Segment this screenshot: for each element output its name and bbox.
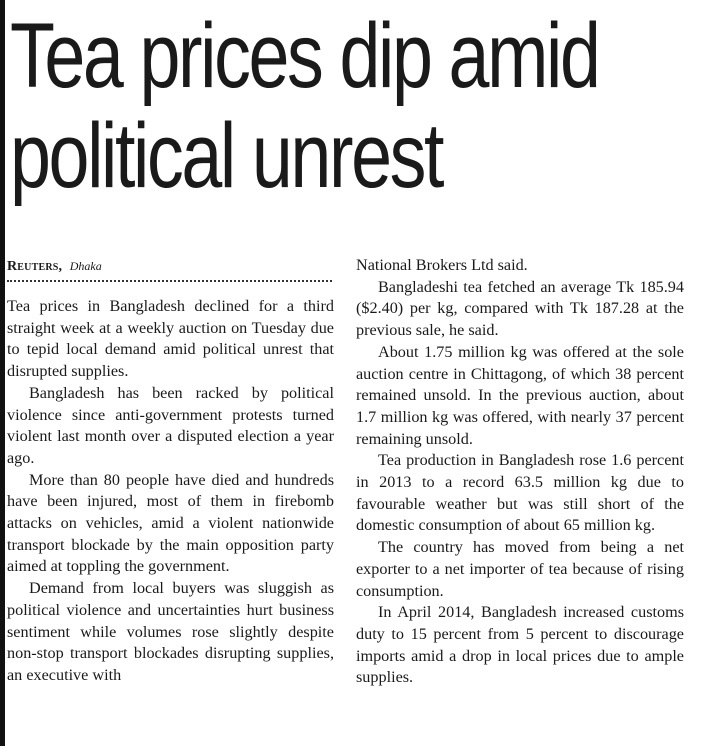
headline-line-2: political unrest <box>10 105 443 207</box>
paragraph-continuation: National Brokers Ltd said. <box>356 256 528 274</box>
paragraph: Tea prices in Bangladesh declined for a third straight week at a weekly auction on Tuesday due to tepid local demand amid political unrest that disrupted supplies. <box>7 297 334 381</box>
byline-dateline: Dhaka <box>69 259 102 273</box>
paragraph: Tea production in Bangladesh rose 1.6 percent in 2013 to a record 63.5 million kg due to favourable weather but was still short of the domestic consumption of about 65 million kg. <box>356 451 684 535</box>
paragraph: Demand from local buyers was sluggish as political violence and uncertainties hurt business sentiment while volumes rose slightly despite non-stop transport blockades disrupting supplies, an executive with <box>7 579 334 684</box>
byline <box>7 256 102 277</box>
page-edge-rule <box>0 0 5 746</box>
byline-agency: Reuters, <box>7 259 63 274</box>
article-column-left <box>7 296 334 687</box>
headline <box>10 5 599 207</box>
paragraph: The country has moved from being a net exporter to a net importer of tea because of rising consumption. <box>356 538 684 600</box>
paragraph: In April 2014, Bangladesh increased customs duty to 15 percent from 5 percent to discourage imports amid a drop in local prices due to ample supplies. <box>356 603 684 687</box>
paragraph: Bangladeshi tea fetched an average Tk 185.94 ($2.40) per kg, compared with Tk 187.28 at the previous sale, he said. <box>356 277 684 340</box>
byline-divider <box>7 280 332 282</box>
paragraph: About 1.75 million kg was offered at the sole auction centre in Chittagong, of which 38 percent remained unsold. In the previous auction, about 1.7 million kg was offered, with nearly 37 percent remaining unsold. <box>356 342 684 448</box>
paragraph: More than 80 people have died and hundreds have been injured, most of them in firebomb attacks on vehicles, amid a violent nationwide transport blockade by the main opposition party aimed at toppling the government. <box>7 470 334 576</box>
article-column-right <box>356 255 684 689</box>
paragraph: Bangladesh has been racked by political violence since anti-government protests turned violent last month over a disputed election a year ago. <box>7 383 334 467</box>
headline-line-1: Tea prices dip amid <box>10 5 599 107</box>
